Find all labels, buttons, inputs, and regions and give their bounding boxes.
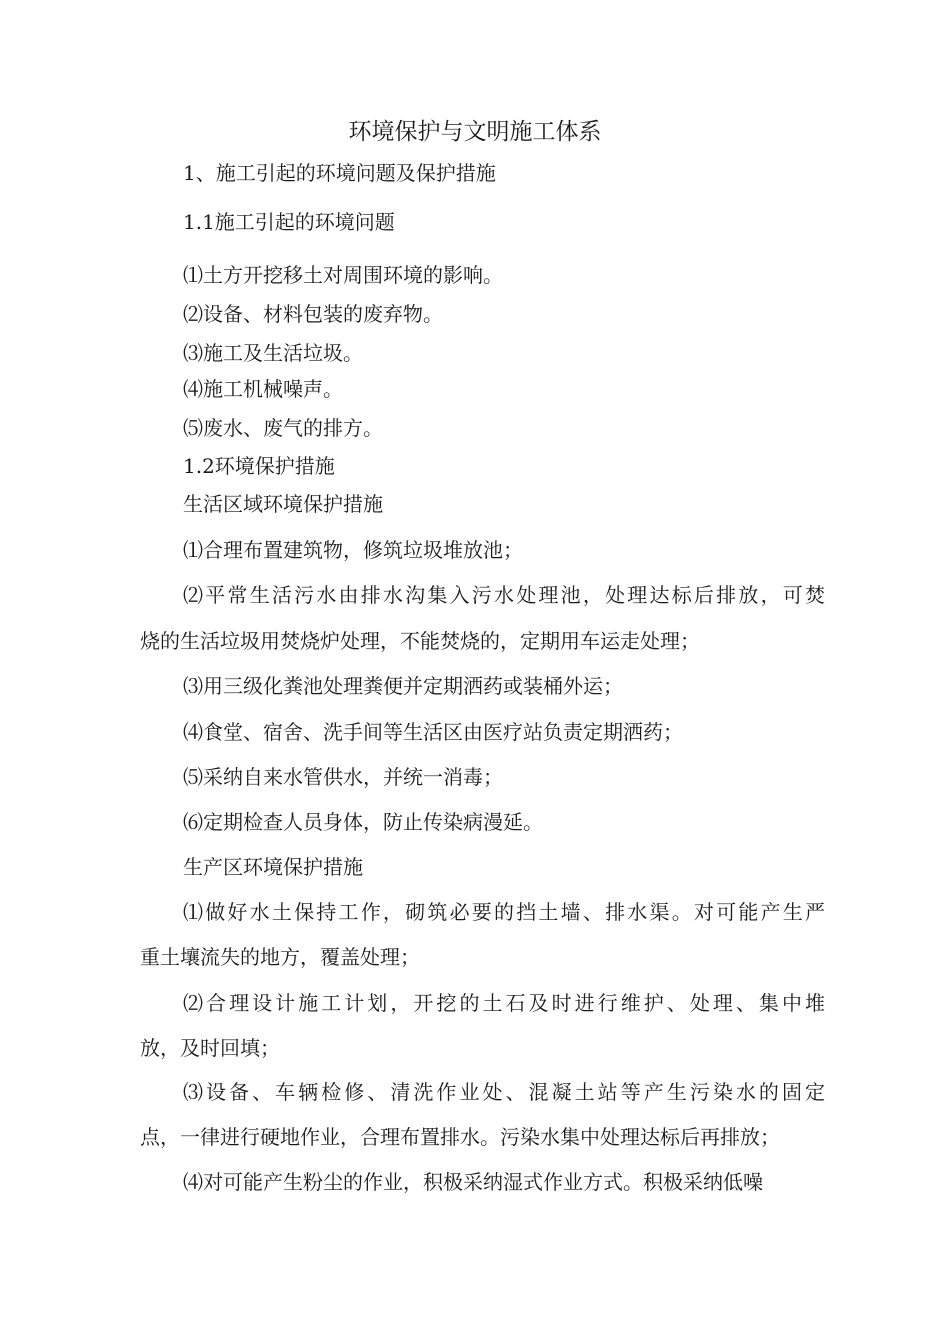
list-item: ⑵平常生活污水由排水沟集入污水处理池，处理达标后排放，可焚 <box>183 583 825 607</box>
heading-1-2: 1.2环境保护措施 <box>183 454 335 478</box>
list-item: ⑹定期检查人员身体，防止传染病漫延。 <box>183 810 543 834</box>
list-item: ⑸废水、废气的排方。 <box>183 416 383 440</box>
list-item-continuation: 放，及时回填； <box>140 1036 280 1060</box>
list-item-continuation: 重土壤流失的地方，覆盖处理； <box>140 945 420 969</box>
list-item: ⑴做好水土保持工作，砌筑必要的挡土墙、排水渠。对可能产生严 <box>183 900 825 924</box>
list-item: ⑴土方开挖移土对周围环境的影响。 <box>183 263 503 287</box>
list-item: ⑷食堂、宿舍、洗手间等生活区由医疗站负责定期洒药； <box>183 720 683 744</box>
list-item: ⑷对可能产生粉尘的作业，积极采纳湿式作业方式。积极采纳低噪 <box>183 1170 763 1194</box>
subheading-living-area: 生活区域环境保护措施 <box>183 492 383 516</box>
subheading-production-area: 生产区环境保护措施 <box>183 855 363 879</box>
heading-1-1: 1.1施工引起的环境问题 <box>183 210 395 234</box>
list-item: ⑶施工及生活垃圾。 <box>183 341 363 365</box>
list-item-continuation: 烧的生活垃圾用焚烧炉处理，不能焚烧的，定期用车运走处理； <box>140 629 700 653</box>
list-item: ⑶用三级化粪池处理粪便并定期洒药或装桶外运； <box>183 674 623 698</box>
list-item: ⑷施工机械噪声。 <box>183 377 343 401</box>
list-item: ⑶设备、车辆检修、清洗作业处、混凝土站等产生污染水的固定 <box>183 1080 825 1104</box>
list-item: ⑵合理设计施工计划，开挖的土石及时进行维护、处理、集中堆 <box>183 991 825 1015</box>
list-item: ⑵设备、材料包装的废弃物。 <box>183 302 443 326</box>
list-item: ⑴合理布置建筑物，修筑垃圾堆放池； <box>183 538 523 562</box>
list-item-continuation: 点，一律进行硬地作业，合理布置排水。污染水集中处理达标后再排放； <box>140 1125 780 1149</box>
document-title: 环境保护与文明施工体系 <box>348 119 602 145</box>
heading-1: 1、施工引起的环境问题及保护措施 <box>183 161 496 185</box>
list-item: ⑸采纳自来水管供水，并统一消毒； <box>183 765 503 789</box>
